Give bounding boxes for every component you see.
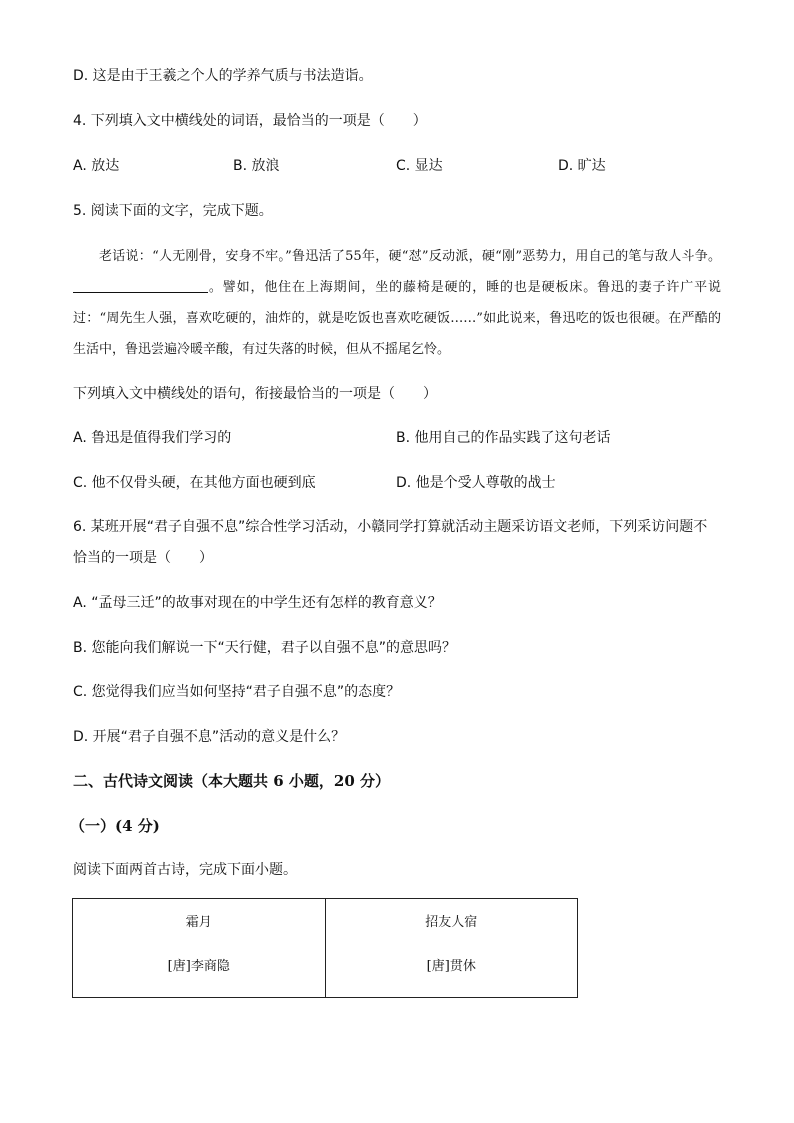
q5-question: 下列填入文中横线处的语句，衔接最恰当的一项是（ ） [73,386,437,402]
section2-sub-heading: （一）(4 分) [70,817,160,835]
poem-table [72,898,578,998]
q4-option-d: D. 旷达 [558,158,606,174]
q6-option-b: B. 您能向我们解说一下“天行健，君子以自强不息”的意思吗？ [73,640,457,656]
poem-author-2: [唐]贯休 [426,959,476,974]
section2-heading: 二、古代诗文阅读（本大题共 6 小题，20 分） [73,772,390,790]
q4-stem: 4. 下列填入文中横线处的词语，最恰当的一项是（ ） [73,113,427,129]
q5-option-d: D. 他是个受人尊敬的战士 [396,475,556,491]
q5-option-a: A. 鲁迅是值得我们学习的 [73,430,232,446]
poem-title-2: 招友人宿 [425,915,478,930]
poem-cell-1 [73,899,325,997]
q5-answer-blank [73,278,208,293]
q5-passage-part1: 老话说：“人无刚骨，安身不牢。”鲁迅活了55年，硬“怼”反动派，硬“刚”恶势力，用自己的笔与敌人斗争。 [99,249,721,264]
q5-option-c: C. 他不仅骨头硬，在其他方面也硬到底 [73,475,316,491]
poem-author-1: [唐]李商隐 [167,959,230,974]
q6-option-d: D. 开展“君子自强不息”活动的意义是什么？ [73,729,346,745]
q4-option-a: A. 放达 [73,158,120,174]
q5-option-b: B. 他用自己的作品实践了这句老话 [396,430,611,446]
q4-option-c: C. 显达 [396,158,443,174]
q5-stem: 5. 阅读下面的文字，完成下题。 [73,203,273,219]
q6-option-a: A. “孟母三迁”的故事对现在的中学生还有怎样的教育意义？ [73,595,442,611]
q6-stem-line1: 6. 某班开展“君子自强不息”综合性学习活动，小赣同学打算就活动主题采访语文老师，下列采访问题不 [73,519,708,535]
q6-option-c: C. 您觉得我们应当如何坚持“君子自强不息”的态度？ [73,684,401,700]
q5-passage-part2: 。譬如，他住在上海期间，坐的藤椅是硬的，睡的也是硬板床。鲁迅的妻子许广平说过：“周先生人强，喜欢吃硬的，油炸的，就是吃饭也喜欢吃硬饭……”如此说来，鲁迅吃的饭也很硬。在严酷的生活中，鲁迅尝遍冷暖辛酸，有过失落的时候，但从不摇尾乞怜。 [73,280,721,357]
section2-instruction: 阅读下面两首古诗，完成下面小题。 [73,862,297,878]
q4-option-b: B. 放浪 [233,158,280,174]
poem-title-1: 霜月 [185,915,212,930]
poem-cell-2 [325,899,578,997]
q6-stem-line2: 恰当的一项是（ ） [73,550,213,566]
q3-option-d: D. 这是由于王羲之个人的学养气质与书法造诣。 [73,68,373,84]
q5-passage [73,241,721,365]
